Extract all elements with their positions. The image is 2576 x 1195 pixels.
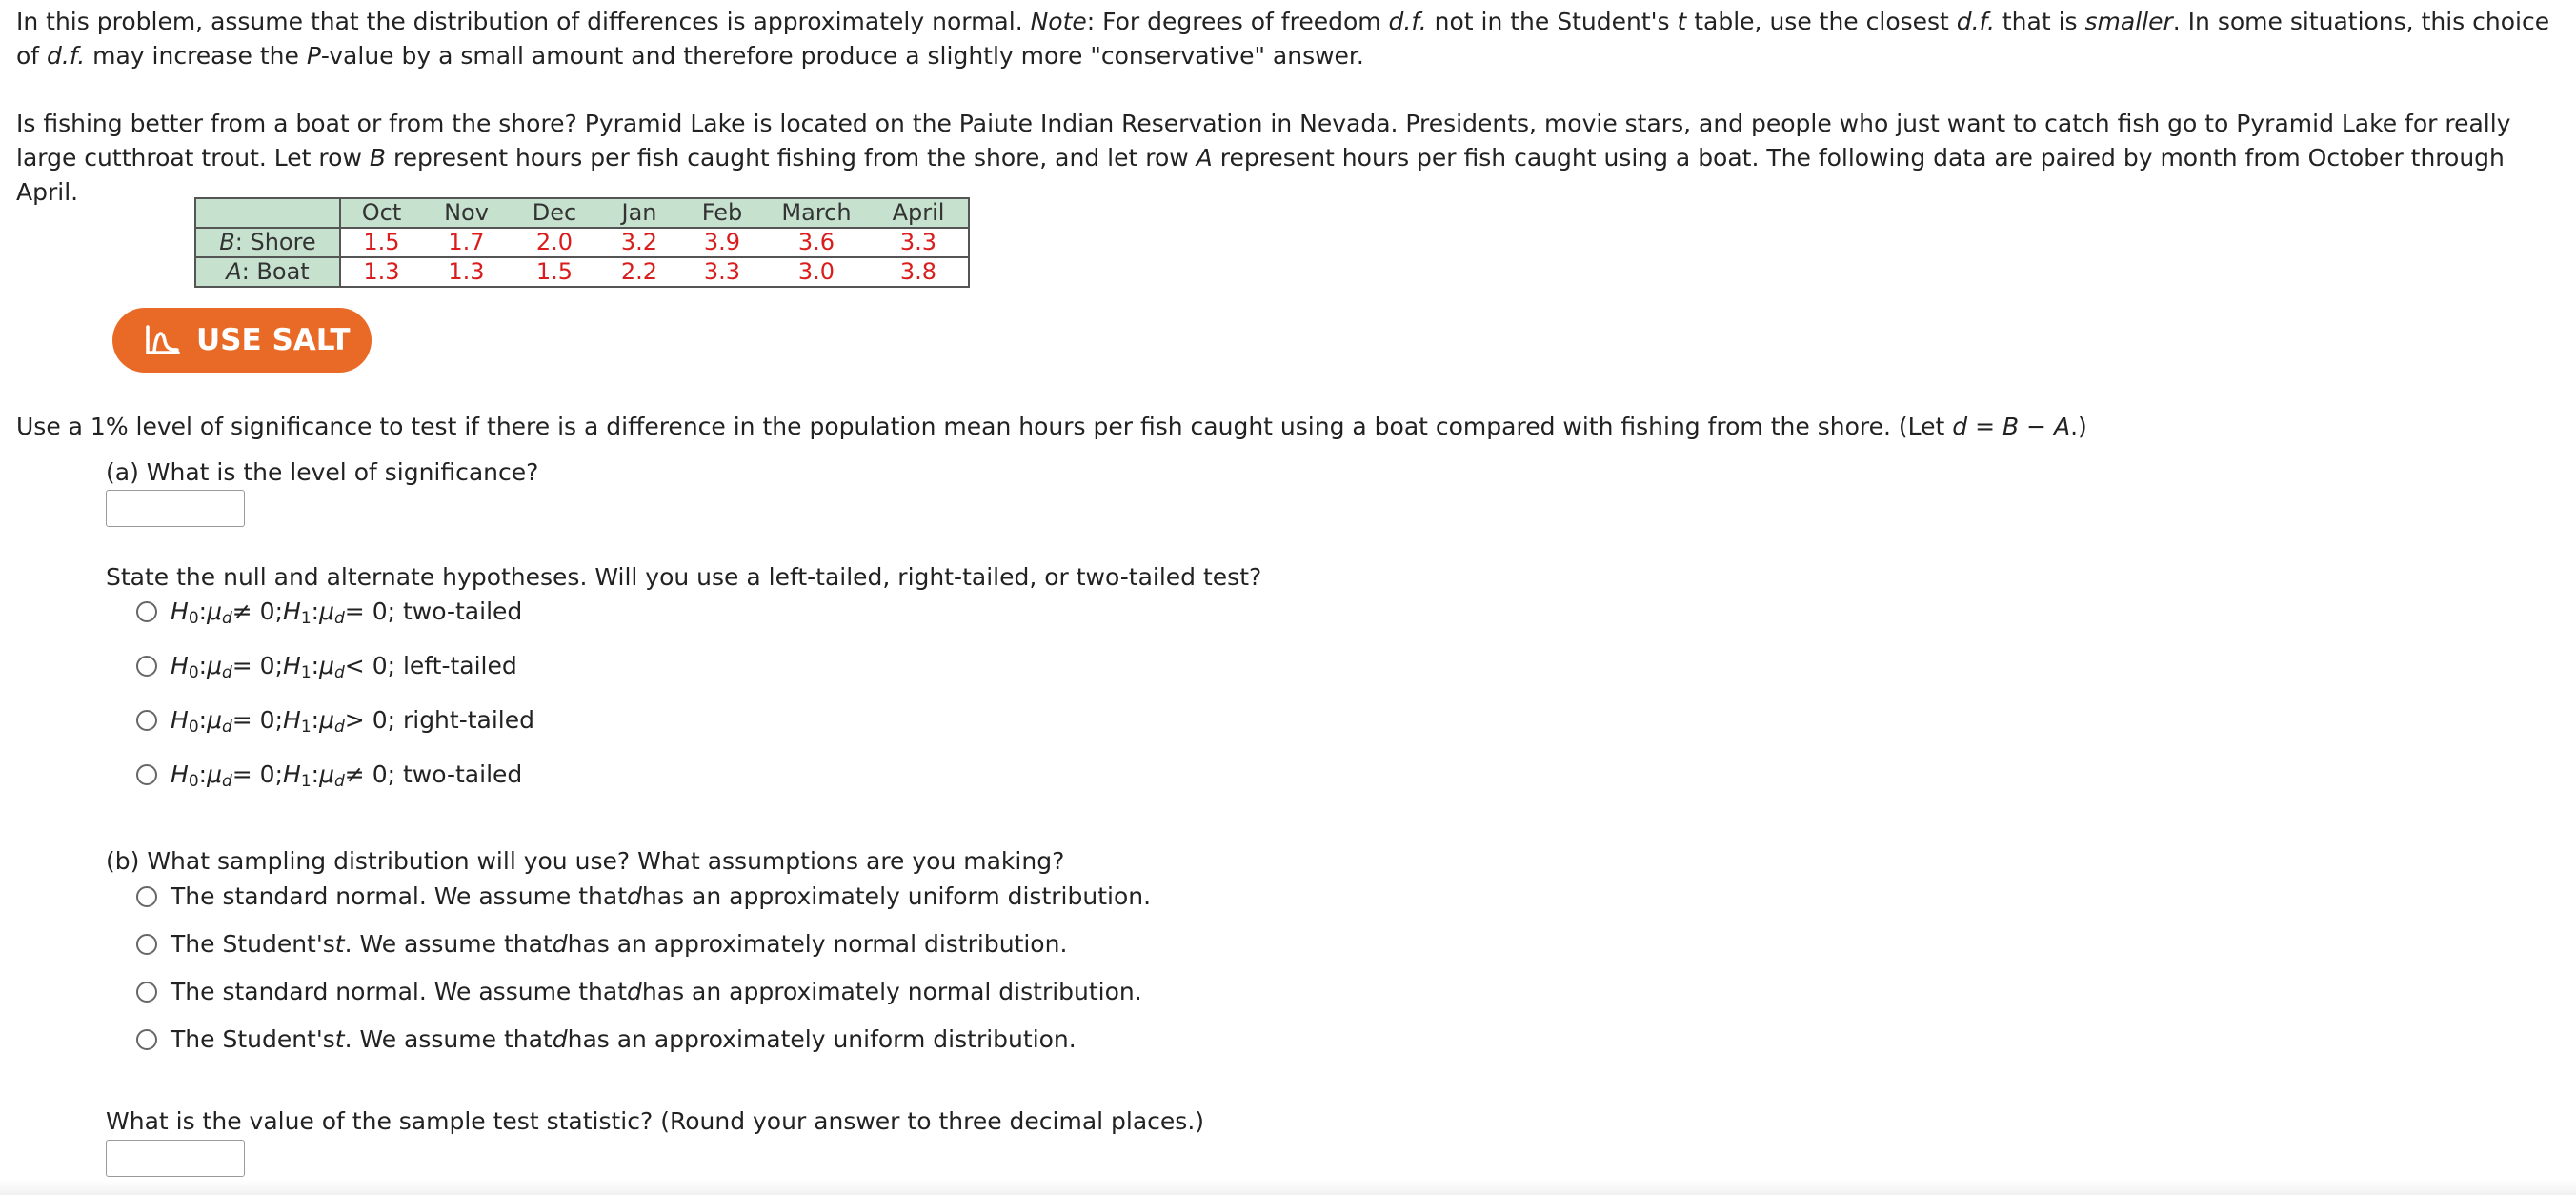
- subscript: 0: [188, 663, 199, 682]
- significance-level-input[interactable]: [106, 490, 245, 527]
- data-table: [194, 197, 970, 288]
- option-text: The Student's: [171, 1025, 335, 1053]
- mu-symbol: μ: [207, 760, 222, 788]
- month-header: April: [869, 198, 969, 228]
- table-header-row: [195, 198, 969, 228]
- part-b-question: (b) What sampling distribution will you use? What assumptions are you making?: [106, 847, 1065, 875]
- distribution-option-4[interactable]: [136, 1024, 1077, 1055]
- hypotheses-question: State the null and alternate hypotheses. Will you use a left-tailed, right-tailed, or two-tailed test?: [106, 563, 1262, 591]
- table-cell: 3.3: [680, 257, 764, 287]
- table-row-shore: [195, 228, 969, 257]
- subscript: 1: [300, 663, 312, 682]
- problem-paragraph: Is fishing better from a boat or from the shore? Pyramid Lake is located on the Paiute Indian Reservation in Nevada. Presidents, movie stars, and people who just want to catch fish go to Pyramid Lake for really large cutthroat trout. Let row B represent hours per fish caught fishing from the shore, and let row A represent hours per fish caught using a boat. The following data are paired by month from October through April.: [16, 110, 2511, 206]
- colon: :: [311, 760, 320, 788]
- month-header: Dec: [511, 198, 598, 228]
- d-variable: d: [627, 978, 642, 1005]
- table-cell: 1.3: [422, 257, 511, 287]
- subscript: 0: [188, 609, 199, 628]
- subscript: 0: [188, 718, 199, 737]
- use-salt-label: USE SALT: [196, 323, 351, 357]
- subscript: d: [334, 609, 345, 628]
- month-header: Oct: [340, 198, 422, 228]
- table-cell: 3.6: [764, 228, 869, 257]
- h0-relation: ≠ 0;: [231, 598, 284, 625]
- colon: :: [311, 652, 320, 679]
- hypothesis-option-1[interactable]: [136, 597, 522, 627]
- h1-relation: > 0; right-tailed: [344, 706, 534, 734]
- table-cell: 3.2: [598, 228, 680, 257]
- option-text: The Student's: [171, 930, 335, 958]
- table-cell: 1.5: [340, 228, 422, 257]
- radio-button[interactable]: [136, 601, 157, 622]
- radio-button[interactable]: [136, 886, 157, 907]
- distribution-option-1[interactable]: [136, 881, 1151, 912]
- table-cell: 3.9: [680, 228, 764, 257]
- colon: :: [198, 598, 208, 625]
- distribution-option-3[interactable]: [136, 977, 1142, 1007]
- mu-symbol: μ: [207, 706, 222, 734]
- subscript: 1: [300, 718, 312, 737]
- subscript: d: [221, 772, 232, 791]
- option-text: has an approximately normal distribution.: [567, 930, 1068, 958]
- radio-button[interactable]: [136, 710, 157, 731]
- table-cell: 3.8: [869, 257, 969, 287]
- mu-symbol: μ: [319, 652, 334, 679]
- hypothesis-option-3[interactable]: [136, 705, 534, 736]
- mu-symbol: μ: [319, 598, 334, 625]
- part-a-question: (a) What is the level of significance?: [106, 458, 539, 486]
- subscript: d: [221, 718, 232, 737]
- h-symbol: H: [283, 706, 301, 734]
- hypothesis-option-2[interactable]: [136, 651, 517, 681]
- h0-relation: = 0;: [231, 652, 284, 679]
- table-row-boat: [195, 257, 969, 287]
- subscript: d: [334, 663, 345, 682]
- mu-symbol: μ: [207, 598, 222, 625]
- h1-relation: < 0; left-tailed: [344, 652, 517, 679]
- month-header: Nov: [422, 198, 511, 228]
- subscript: 1: [300, 772, 312, 791]
- month-header: Feb: [680, 198, 764, 228]
- option-text: . We assume that: [344, 930, 553, 958]
- test-statistic-input[interactable]: [106, 1140, 245, 1177]
- row-label-shore: B: Shore: [195, 228, 340, 257]
- colon: :: [311, 706, 320, 734]
- subscript: d: [334, 772, 345, 791]
- month-header: March: [764, 198, 869, 228]
- subscript: 1: [300, 609, 312, 628]
- month-header: Jan: [598, 198, 680, 228]
- t-variable: t: [334, 930, 345, 958]
- subscript: d: [221, 609, 232, 628]
- use-salt-button[interactable]: [112, 308, 372, 373]
- table-corner-cell: [195, 198, 340, 228]
- instruction-text: Use a 1% level of significance to test if there is a difference in the population mean hours per fish caught using a boat compared with fishing from the shore. (Let d = B − A.): [16, 413, 2087, 440]
- colon: :: [198, 706, 208, 734]
- h0-relation: = 0;: [231, 706, 284, 734]
- table-cell: 2.0: [511, 228, 598, 257]
- h-symbol: H: [283, 760, 301, 788]
- table-cell: 3.0: [764, 257, 869, 287]
- table-cell: 1.3: [340, 257, 422, 287]
- colon: :: [311, 598, 320, 625]
- t-variable: t: [334, 1025, 345, 1053]
- option-text: . We assume that: [344, 1025, 553, 1053]
- h-symbol: H: [283, 598, 301, 625]
- h-symbol: H: [171, 760, 189, 788]
- colon: :: [198, 652, 208, 679]
- page-bottom-edge: [0, 1180, 2576, 1195]
- radio-button[interactable]: [136, 982, 157, 1003]
- h1-relation: ≠ 0; two-tailed: [344, 760, 523, 788]
- option-text: The standard normal. We assume that: [171, 882, 628, 910]
- radio-button[interactable]: [136, 656, 157, 677]
- radio-button[interactable]: [136, 764, 157, 785]
- option-text: The standard normal. We assume that: [171, 978, 628, 1005]
- intro-paragraph: In this problem, assume that the distribution of differences is approximately normal. Note: For degrees of freedom d.f. not in the Student's t table, use the closest d.f. that is smaller. In some situations, this choice of d.f. may increase the P-value by a small amount and therefore produce a slightly more "conservative" answer.: [16, 8, 2550, 70]
- h-symbol: H: [171, 652, 189, 679]
- colon: :: [198, 760, 208, 788]
- d-variable: d: [627, 882, 642, 910]
- h0-relation: = 0;: [231, 760, 284, 788]
- test-statistic-question: What is the value of the sample test statistic? (Round your answer to three decimal places.): [106, 1107, 1205, 1135]
- hypothesis-option-4[interactable]: [136, 760, 522, 790]
- row-label-boat: A: Boat: [195, 257, 340, 287]
- h-symbol: H: [283, 652, 301, 679]
- table-cell: 1.5: [511, 257, 598, 287]
- table-cell: 3.3: [869, 228, 969, 257]
- radio-button[interactable]: [136, 1029, 157, 1050]
- option-text: has an approximately uniform distribution.: [567, 1025, 1077, 1053]
- radio-button[interactable]: [136, 934, 157, 955]
- subscript: d: [221, 663, 232, 682]
- option-text: has an approximately normal distribution.: [641, 978, 1142, 1005]
- subscript: d: [334, 718, 345, 737]
- h-symbol: H: [171, 706, 189, 734]
- salt-chart-icon: [145, 324, 181, 356]
- d-variable: d: [552, 930, 568, 958]
- d-variable: d: [552, 1025, 568, 1053]
- option-text: has an approximately uniform distribution.: [641, 882, 1152, 910]
- h1-relation: = 0; two-tailed: [344, 598, 523, 625]
- mu-symbol: μ: [207, 652, 222, 679]
- subscript: 0: [188, 772, 199, 791]
- mu-symbol: μ: [319, 760, 334, 788]
- distribution-option-2[interactable]: [136, 929, 1067, 960]
- h-symbol: H: [171, 598, 189, 625]
- table-cell: 2.2: [598, 257, 680, 287]
- table-cell: 1.7: [422, 228, 511, 257]
- mu-symbol: μ: [319, 706, 334, 734]
